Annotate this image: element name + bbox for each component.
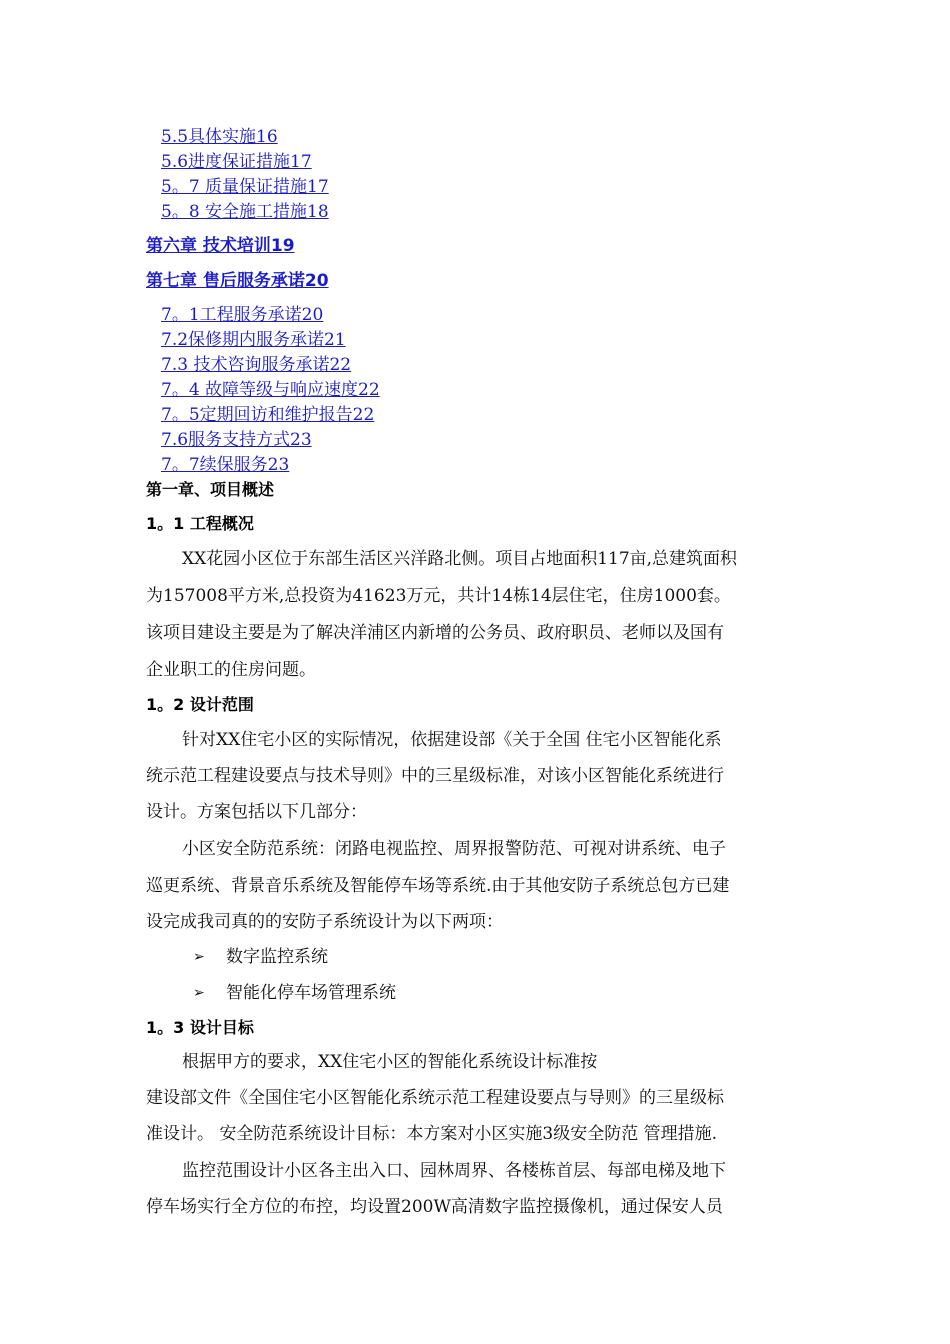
paragraph-line: 准设计。 安全防范系统设计目标：本方案对小区实施3级安全防范 管理措施.: [146, 1124, 718, 1144]
arrow-bullet-icon: ➢: [193, 949, 205, 965]
paragraph-line: 巡更系统、背景音乐系统及智能停车场等系统.由于其他安防子系统总包方已建: [146, 876, 730, 896]
paragraph-line: XX花园小区位于东部生活区兴洋路北侧。项目占地面积117亩,总建筑面积: [182, 549, 738, 569]
paragraph-line: 小区安全防范系统：闭路电视监控、周界报警防范、可视对讲系统、电子: [182, 839, 726, 859]
chapter-1-title: 第一章、项目概述: [146, 480, 275, 499]
toc-link-7-3[interactable]: 7.3 技术咨询服务承诺22: [161, 355, 352, 375]
paragraph-line: 该项目建设主要是为了解决洋浦区内新增的公务员、政府职员、老师以及国有: [146, 623, 724, 643]
paragraph-line: 为157008平方米,总投资为41623万元，共计14栋14层住宅，住房1000套。: [146, 586, 731, 606]
toc-link-7-1[interactable]: 7。1工程服务承诺20: [161, 305, 324, 325]
paragraph-line: 企业职工的住房问题。: [146, 660, 316, 680]
paragraph-line: 建设部文件《全国住宅小区智能化系统示范工程建设要点与导则》的三星级标: [146, 1088, 724, 1108]
toc-link-7-7[interactable]: 7。7续保服务23: [161, 455, 290, 475]
toc-link-7-4[interactable]: 7。4 故障等级与响应速度22: [161, 380, 380, 400]
toc-link-7-6[interactable]: 7.6服务支持方式23: [161, 430, 312, 450]
toc-link-5-8[interactable]: 5。8 安全施工措施18: [161, 202, 329, 222]
arrow-bullet-icon: ➢: [193, 985, 205, 1001]
bullet-item: 智能化停车场管理系统: [226, 983, 396, 1003]
paragraph-line: 根据甲方的要求，XX住宅小区的智能化系统设计标准按: [182, 1052, 598, 1072]
toc-link-7-5[interactable]: 7。5定期回访和维护报告22: [161, 405, 375, 425]
toc-link-5-7[interactable]: 5。7 质量保证措施17: [161, 177, 329, 197]
paragraph-line: 停车场实行全方位的布控，均设置200W高清数字监控摄像机，通过保安人员: [146, 1197, 723, 1217]
toc-link-5-6[interactable]: 5.6进度保证措施17: [161, 152, 312, 172]
paragraph-line: 统示范工程建设要点与技术导则》中的三星级标准，对该小区智能化系统进行: [146, 766, 724, 786]
paragraph-line: 针对XX住宅小区的实际情况，依据建设部《关于全国 住宅小区智能化系: [182, 730, 722, 750]
section-1-1-heading: 1。1 工程概况: [146, 514, 254, 533]
toc-link-7-2[interactable]: 7.2保修期内服务承诺21: [161, 330, 346, 350]
toc-link-5-5[interactable]: 5.5具体实施16: [161, 127, 278, 147]
bullet-item: 数字监控系统: [226, 947, 328, 967]
paragraph-line: 设计。方案包括以下几部分：: [146, 802, 367, 822]
paragraph-line: 设完成我司真的的安防子系统设计为以下两项：: [146, 912, 503, 932]
section-1-3-heading: 1。3 设计目标: [146, 1018, 254, 1037]
toc-link-chapter-6[interactable]: 第六章 技术培训19: [146, 236, 295, 256]
section-1-2-heading: 1。2 设计范围: [146, 695, 254, 714]
paragraph-line: 监控范围设计小区各主出入口、园林周界、各楼栋首层、每部电梯及地下: [182, 1161, 726, 1181]
toc-link-chapter-7[interactable]: 第七章 售后服务承诺20: [146, 271, 329, 291]
